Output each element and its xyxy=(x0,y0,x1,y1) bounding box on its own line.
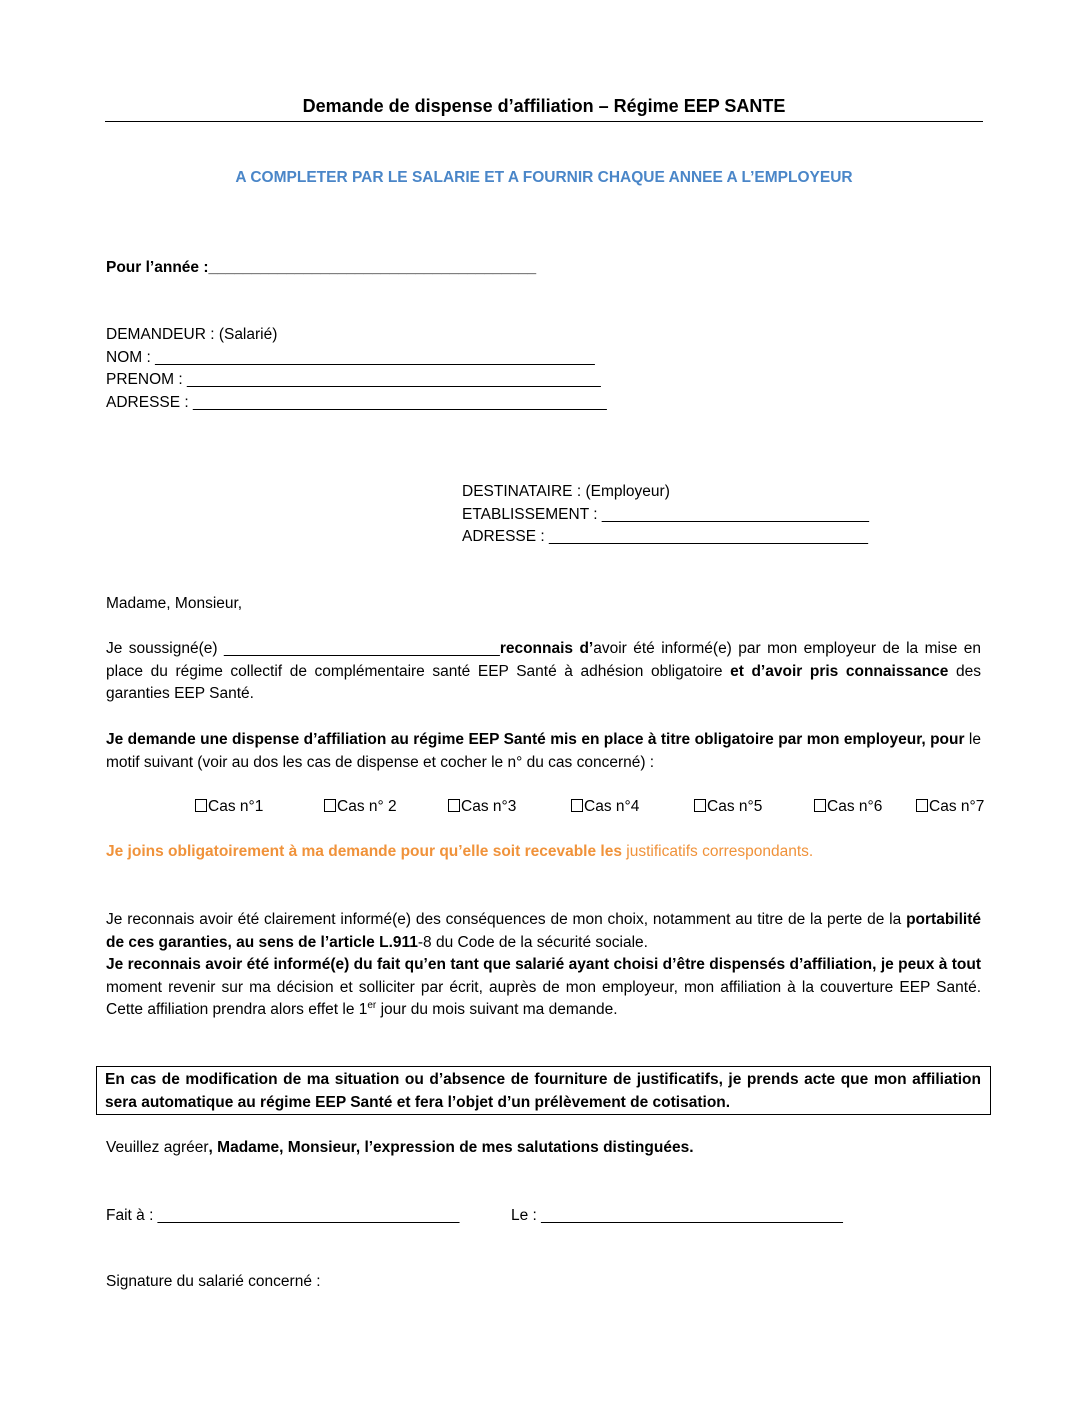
joins-bold: Je joins obligatoirement à ma demande pour qu’elle soit recevable les xyxy=(106,843,622,860)
case-4-checkbox[interactable] xyxy=(571,798,639,816)
checkbox-icon[interactable] xyxy=(694,799,706,812)
request-text: le motif suivant (voir au dos les cas de dispense et cocher le n° du cas concerné) : xyxy=(106,731,982,771)
closing-bold: , Madame, Monsieur, l’expression de mes salutations distinguées. xyxy=(208,1139,694,1156)
case-6-checkbox[interactable] xyxy=(814,798,882,816)
fait-a-field[interactable]: Fait à : ___________________________________ xyxy=(106,1207,460,1224)
case-5-label: Cas n°5 xyxy=(707,798,763,815)
destinataire-adresse-field[interactable]: ADRESSE : _____________________________________ xyxy=(462,528,868,545)
notice-text: En cas de modification de ma situation ou d’absence de fourniture de justificatifs, je prends acte que mon affiliation sera automatique au régime EEP Santé et fera l’objet d’un prélèvement de cotisation. xyxy=(105,1071,981,1111)
demandeur-section xyxy=(106,324,607,414)
case-2-label: Cas n° 2 xyxy=(337,798,397,815)
case-3-checkbox[interactable] xyxy=(448,798,516,816)
para1-bold2: et d’avoir pris connaissance xyxy=(730,662,949,680)
para3-text3: moment revenir sur ma décision et solliciter par écrit, auprès de mon employeur, mon affiliation à la couverture EEP Santé. Cette affiliation prendra alors effet le 1 xyxy=(106,978,981,1018)
para3-text4: jour du mois suivant ma demande. xyxy=(376,1001,618,1018)
para1-text1: avoir été informé(e) par mon employeur de la mise en place du régime collectif de complémentaire santé EEP Santé à adhésion obligatoire xyxy=(106,640,981,680)
para3-text2: -8 du Code de la sécurité sociale. xyxy=(417,933,648,951)
checkbox-icon[interactable] xyxy=(814,799,826,812)
checkbox-icon[interactable] xyxy=(916,799,928,812)
destinataire-heading: DESTINATAIRE : (Employeur) xyxy=(462,483,670,500)
year-label: Pour l’année : xyxy=(106,259,209,276)
para1-text2: des garanties EEP Santé. xyxy=(106,662,981,702)
document-title: Demande de dispense d’affiliation – Régime EEP SANTE xyxy=(302,96,786,116)
checkbox-icon[interactable] xyxy=(448,799,460,812)
case-7-label: Cas n°7 xyxy=(929,798,985,815)
para3-sup: er xyxy=(367,999,377,1011)
nom-field[interactable]: NOM : ___________________________________________________ xyxy=(106,348,595,366)
title-underline xyxy=(105,121,983,122)
checkbox-icon[interactable] xyxy=(571,799,583,812)
justificatifs-notice xyxy=(106,843,813,861)
adresse-field[interactable]: ADRESSE : ________________________________________________ xyxy=(106,393,607,411)
soussigne-prefix[interactable]: Je soussigné(e) __________ xyxy=(106,640,311,657)
date-field[interactable]: Le : ___________________________________ xyxy=(511,1207,843,1224)
case-4-label: Cas n°4 xyxy=(584,798,640,815)
para3-bold2: Je reconnais avoir été informé(e) du fait qu’en tant que salarié ayant choisi d’être dispensés d’affiliation, je peux à tout xyxy=(106,956,981,973)
checkbox-icon[interactable] xyxy=(324,799,336,812)
case-6-label: Cas n°6 xyxy=(827,798,883,815)
etablissement-field[interactable]: ETABLISSEMENT : _______________________________ xyxy=(462,505,870,523)
case-5-checkbox[interactable] xyxy=(694,798,762,816)
para3-bold1: portabilité de ces garanties, au sens de l’article L.911 xyxy=(106,911,981,951)
case-1-checkbox[interactable] xyxy=(195,798,263,816)
case-7-checkbox[interactable] xyxy=(916,798,984,816)
signature-label: Signature du salarié concerné : xyxy=(106,1273,321,1290)
year-blank[interactable]: ______________________________________ xyxy=(208,259,537,276)
closing-text: Veuillez agréer xyxy=(106,1139,209,1156)
soussigne-blank[interactable]: ______________________ xyxy=(310,640,500,657)
closing-formula xyxy=(106,1139,694,1157)
cases-row xyxy=(0,798,1088,820)
request-bold: Je demande une dispense d’affiliation au régime EEP Santé mis en place à titre obligatoire par mon employeur, pour xyxy=(106,731,965,748)
paragraph-consequences xyxy=(106,909,981,1022)
demandeur-heading: DEMANDEUR : (Salarié) xyxy=(106,326,278,343)
reconnais-bold: reconnais d’ xyxy=(499,640,594,657)
salutation: Madame, Monsieur, xyxy=(106,595,243,612)
paragraph-acknowledgement xyxy=(106,638,981,706)
case-1-label: Cas n°1 xyxy=(208,798,264,815)
prenom-field[interactable]: PRENOM : ________________________________________________ xyxy=(106,371,601,388)
paragraph-request xyxy=(106,729,981,774)
instruction-subtitle: A COMPLETER PAR LE SALARIE ET A FOURNIR CHAQUE ANNEE A L’EMPLOYEUR xyxy=(235,169,853,186)
case-3-label: Cas n°3 xyxy=(461,798,517,815)
checkbox-icon[interactable] xyxy=(195,799,207,812)
destinataire-section xyxy=(462,481,869,549)
joins-text: justificatifs correspondants. xyxy=(621,843,814,860)
year-field[interactable] xyxy=(106,259,536,277)
para3-text1: Je reconnais avoir été clairement informé(e) des conséquences de mon choix, notamment au titre de la perte de la xyxy=(106,911,907,928)
case-2-checkbox[interactable] xyxy=(324,798,397,816)
